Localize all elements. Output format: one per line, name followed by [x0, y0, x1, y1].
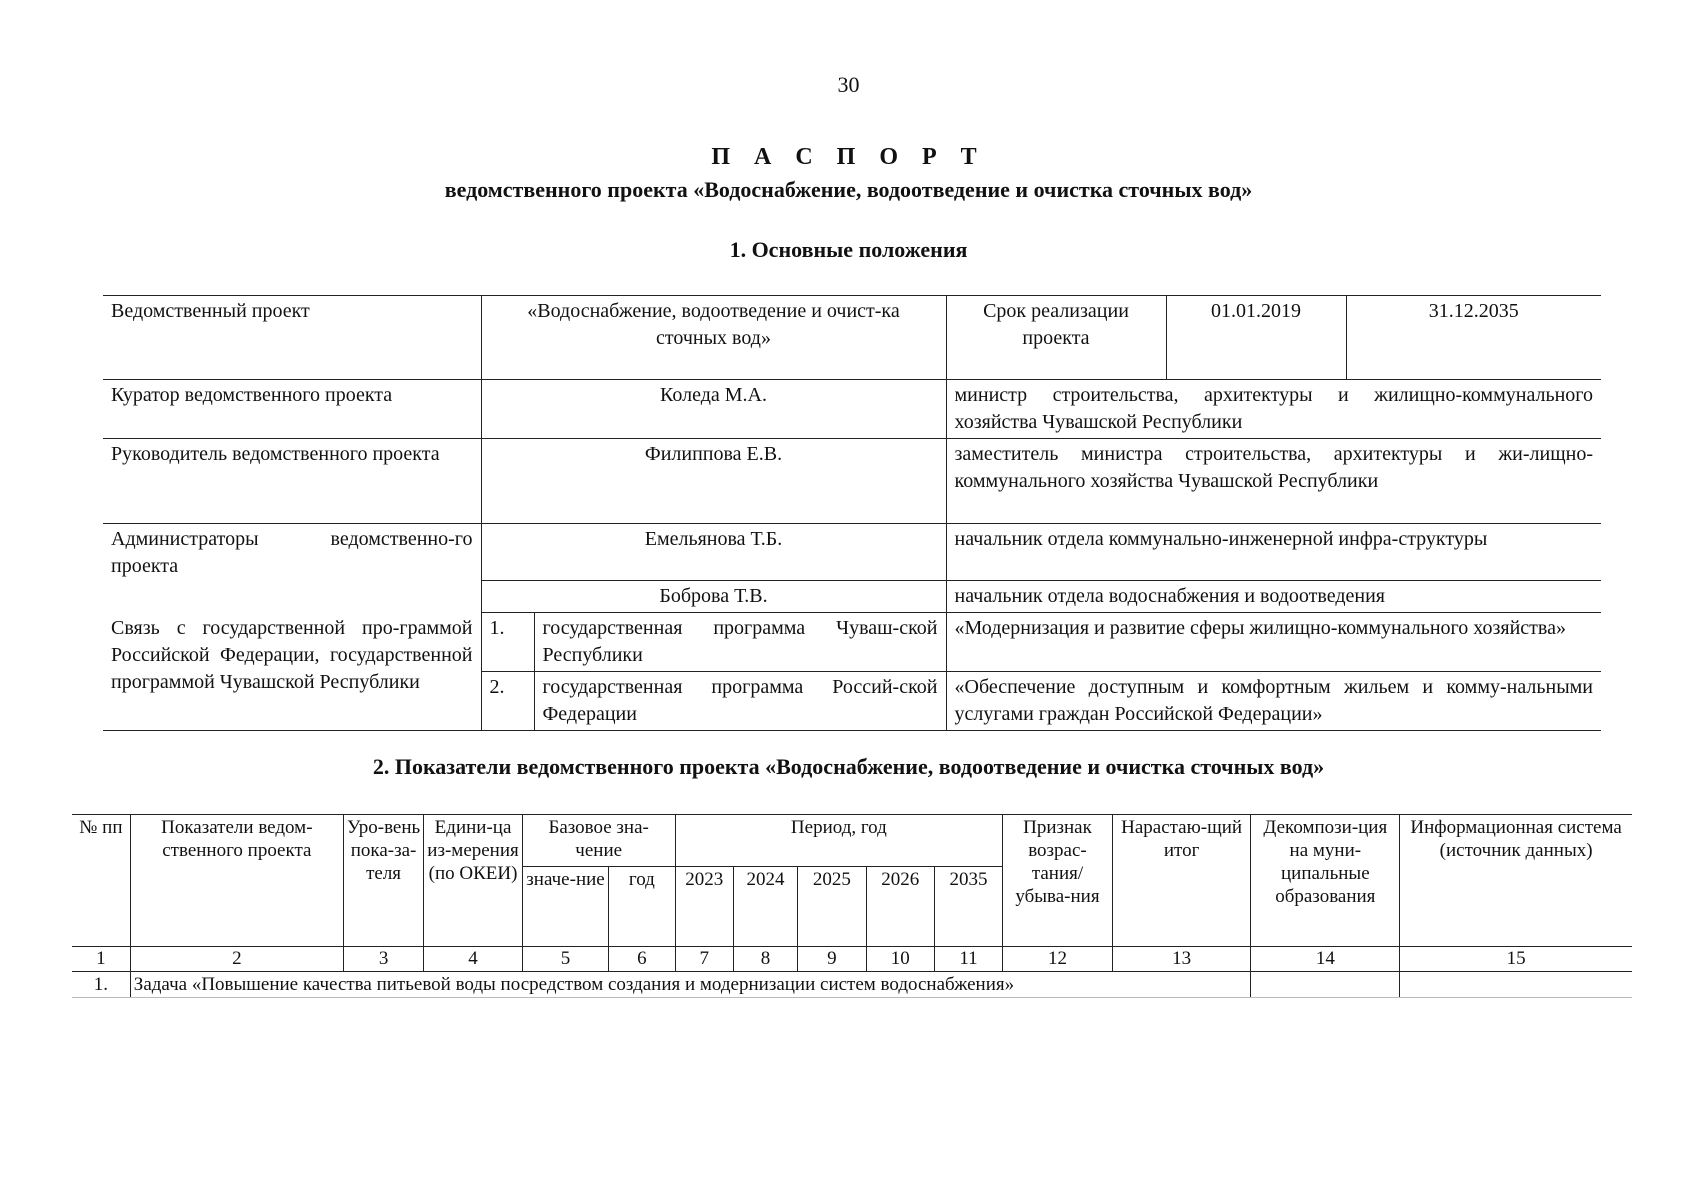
table-row	[103, 613, 1601, 672]
curator-position: министр строительства, архитектуры и жилищно-коммунального хозяйства Чувашской Республики	[946, 380, 1601, 439]
column-number: 1	[72, 947, 130, 972]
link-program: государственная программа Россий-ской Федерации	[534, 672, 946, 731]
column-number: 6	[609, 947, 675, 972]
column-number: 9	[798, 947, 866, 972]
project-label: Ведомственный проект	[103, 296, 481, 380]
table-row	[103, 524, 1601, 581]
col-base-header: Базовое зна-чение	[522, 815, 675, 867]
curator-name: Коледа М.А.	[481, 380, 946, 439]
task-row	[72, 972, 1632, 998]
col-sign-header: Признак возрас-тания/ убыва-ния	[1003, 815, 1113, 947]
head-name: Филиппова Е.В.	[481, 439, 946, 524]
head-label: Руководитель ведомственного проекта	[103, 439, 481, 524]
curator-label: Куратор ведомственного проекта	[103, 380, 481, 439]
column-number: 8	[733, 947, 797, 972]
admins-label: Администраторы ведомственно-го проекта	[103, 524, 481, 613]
section1-title: 1. Основные положения	[729, 237, 968, 262]
indicators-table	[72, 814, 1632, 998]
section2-title: 2. Показатели ведомственного проекта «Водоснабжение, водоотведение и очистка сточных вод»	[372, 754, 1325, 779]
col-cumulative-header: Нарастаю-щий итог	[1112, 815, 1251, 947]
col-year-header: 2026	[866, 867, 934, 947]
head-position: заместитель министра строительства, архитектуры и жи-лищно-коммунального хозяйства Чувашской Республики	[946, 439, 1601, 524]
link-program: государственная программа Чуваш-ской Республики	[534, 613, 946, 672]
link-program-name: «Модернизация и развитие сферы жилищно-коммунального хозяйства»	[946, 613, 1601, 672]
task-text: Задача «Повышение качества питьевой воды посредством создания и модернизации систем водоснабжения»	[130, 972, 1251, 998]
link-program-name: «Обеспечение доступным и комфортным жильем и комму-нальными услугами граждан Российской Федерации»	[946, 672, 1601, 731]
table-row	[103, 296, 1601, 380]
col-year-header: 2024	[733, 867, 797, 947]
end-date: 31.12.2035	[1346, 296, 1601, 380]
task-number: 1.	[72, 972, 130, 998]
column-number: 4	[424, 947, 523, 972]
link-number: 1.	[481, 613, 534, 672]
table-row	[103, 439, 1601, 524]
col-base-value-header: значе-ние	[522, 867, 608, 947]
col-num-header: № пп	[72, 815, 130, 947]
col-level-header: Уро-вень пока-за-теля	[343, 815, 423, 947]
column-number: 15	[1400, 947, 1632, 972]
admin-name: Емельянова Т.Б.	[481, 524, 946, 581]
col-base-year-header: год	[609, 867, 675, 947]
col-year-header: 2035	[934, 867, 1002, 947]
task-empty-cell	[1400, 972, 1632, 998]
term-label: Срок реализации проекта	[946, 296, 1166, 380]
link-label: Связь с государственной про-граммой Российской Федерации, государственной программой Чувашской Республики	[103, 613, 481, 731]
header-row	[72, 815, 1632, 867]
admin-position: начальник отдела коммунально-инженерной инфра-структуры	[946, 524, 1601, 581]
col-unit-header: Едини-ца из-мерения (по ОКЕИ)	[424, 815, 523, 947]
column-number: 2	[130, 947, 343, 972]
start-date: 01.01.2019	[1166, 296, 1346, 380]
admin-position: начальник отдела водоснабжения и водоотведения	[946, 581, 1601, 613]
column-number: 10	[866, 947, 934, 972]
column-number: 5	[522, 947, 608, 972]
document-title: П А С П О Р Т	[711, 144, 986, 170]
col-indicators-header: Показатели ведом-ственного проекта	[130, 815, 343, 947]
task-empty-cell	[1251, 972, 1400, 998]
column-number: 12	[1003, 947, 1113, 972]
main-provisions-table	[103, 295, 1601, 731]
column-number: 13	[1112, 947, 1251, 972]
document-subtitle: ведомственного проекта «Водоснабжение, водоотведение и очистка сточных вод»	[444, 177, 1253, 202]
column-number: 11	[934, 947, 1002, 972]
col-period-header: Период, год	[675, 815, 1003, 867]
col-info-system-header: Информационная система (источник данных)	[1400, 815, 1632, 947]
page-number: 30	[837, 72, 860, 97]
column-number: 3	[343, 947, 423, 972]
col-year-header: 2023	[675, 867, 733, 947]
column-number: 14	[1251, 947, 1400, 972]
admin-name: Боброва Т.В.	[481, 581, 946, 613]
table-row	[103, 380, 1601, 439]
col-year-header: 2025	[798, 867, 866, 947]
link-number: 2.	[481, 672, 534, 731]
col-decomposition-header: Декомпози-ция на муни-ципальные образования	[1251, 815, 1400, 947]
column-numbers-row	[72, 947, 1632, 972]
project-name: «Водоснабжение, водоотведение и очист-ка сточных вод»	[481, 296, 946, 380]
column-number: 7	[675, 947, 733, 972]
